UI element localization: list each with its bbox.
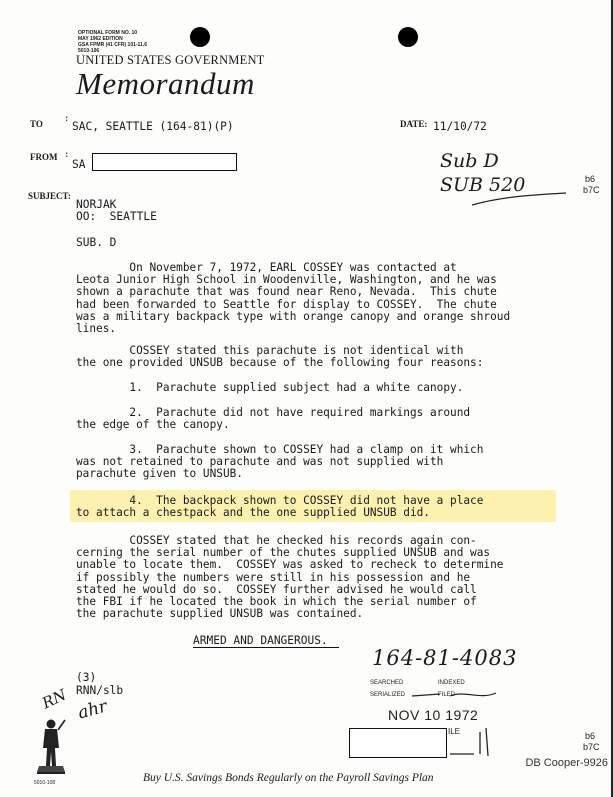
body-line: had been forwarded to Seattle for display to COSSEY. The chute <box>76 297 497 311</box>
stamp-tail-mark <box>444 724 500 760</box>
body-line: was a military backpack type with orange canopy and orange shroud <box>76 309 511 323</box>
body-line: to attach a chestpack and the one supplied UNSUB did. <box>76 506 430 520</box>
to-value: SAC, SEATTLE (164-81)(P) <box>72 120 234 133</box>
agency-name: UNITED STATES GOVERNMENT <box>76 53 265 67</box>
body-line: shown a parachute that was found near Reno, Nevada. This chute <box>76 285 497 299</box>
subject-line-2: OO: SEATTLE <box>76 210 157 223</box>
emblem-form-code: 5010-108 <box>34 780 56 786</box>
reason-1 <box>76 382 556 394</box>
body-line: lines. <box>76 322 117 336</box>
body-line: stated he would do so. COSSEY further advised he would call <box>76 582 477 596</box>
subject-line-1: NORJAK <box>76 198 117 211</box>
body-line: 1. Parachute supplied subject had a white canopy. <box>76 381 464 394</box>
paragraph-1 <box>76 262 556 335</box>
typist-initials: RNN/slb <box>76 684 124 697</box>
stamp-scribble <box>410 688 500 702</box>
stamp-indexed: INDEXED <box>438 680 465 686</box>
body-line: if possibly the numbers were still in his possession and he <box>76 570 471 584</box>
subject-label: SUBJECT: <box>28 191 71 201</box>
handwritten-sub-d: Sub D <box>440 150 499 172</box>
to-label: TO <box>30 119 43 129</box>
handwritten-case-number: 164-81-4083 <box>372 646 518 670</box>
exemption-b7c: b7C <box>583 185 600 195</box>
copies-count: (3) <box>76 671 97 684</box>
from-value: SA <box>72 158 86 171</box>
from-colon: : <box>64 150 70 160</box>
handwritten-initials-2: ahr <box>75 696 110 724</box>
body-line: COSSEY stated this parachute is not identical with <box>76 344 464 357</box>
body-line: 2. Parachute did not have required markings around <box>76 406 471 419</box>
body-line: 3. Parachute shown to COSSEY had a clamp on it which <box>76 443 484 456</box>
sub-d-line: SUB. D <box>76 236 117 249</box>
date-value: 11/10/72 <box>433 120 487 133</box>
form-number: OPTIONAL FORM NO. 10 MAY 1962 EDITION GSA FPMR (41 CFR) 101-11.6 5010-106 <box>78 30 148 54</box>
body-line: the parachute supplied UNSUB was contained. <box>76 607 364 621</box>
stamp-tail: ILE <box>448 727 461 736</box>
paragraph-2 <box>76 345 556 369</box>
exemption-b6: b6 <box>585 174 596 184</box>
reason-3 <box>76 444 556 481</box>
stamp-date: NOV 10 1972 <box>388 707 479 723</box>
minuteman-emblem-icon <box>34 716 68 778</box>
date-label: DATE: <box>400 119 428 129</box>
punch-hole-left <box>190 27 210 47</box>
handwritten-initials: RN <box>39 685 70 713</box>
armed-and-dangerous: ARMED AND DANGEROUS. <box>193 634 328 647</box>
body-line: cerning the serial number of the chutes supplied UNSUB and was <box>76 546 491 560</box>
body-line: the FBI if he located the book in which the serial number of <box>76 595 477 609</box>
reason-4 <box>76 495 556 519</box>
punch-hole-right <box>398 27 418 47</box>
handwritten-underline <box>470 191 570 209</box>
body-line: unable to locate them. COSSEY was asked to recheck to determine <box>76 558 504 572</box>
body-line: 4. The backpack shown to COSSEY did not have a place <box>76 494 484 507</box>
exemption-b6-lower: b6 <box>585 731 596 741</box>
reason-2 <box>76 407 556 431</box>
stamp-filed: FILED <box>438 692 456 698</box>
handwritten-serial: SUB 520 <box>440 174 526 196</box>
savings-bond-slogan: Buy U.S. Savings Bonds Regularly on the Payroll Savings Plan <box>143 772 434 784</box>
body-line: the one provided UNSUB because of the following four reasons: <box>76 356 484 370</box>
armed-underline <box>193 647 339 648</box>
paragraph-3 <box>76 535 556 620</box>
body-line: On November 7, 1972, EARL COSSEY was contacted at <box>76 261 457 274</box>
redaction-box-stamp <box>349 728 447 758</box>
body-line: parachute given to UNSUB. <box>76 467 243 481</box>
to-colon: : <box>64 114 70 124</box>
from-label: FROM <box>30 152 58 162</box>
exemption-b7c-lower: b7C <box>583 742 600 752</box>
body-line: was not retained to parachute and was not supplied with <box>76 455 444 469</box>
stamp-serialized: SERIALIZED <box>370 692 406 698</box>
stamp-searched: SEARCHED <box>370 680 404 686</box>
archive-id: DB Cooper-9926 <box>525 757 608 769</box>
body-line: Leota Junior High School in Woodenville, Washington, and he was <box>76 273 497 287</box>
memo-title: Memorandum <box>76 66 255 101</box>
body-line: the edge of the canopy. <box>76 418 230 432</box>
redaction-box-from <box>92 153 237 171</box>
body-line: COSSEY stated that he checked his records again con- <box>76 534 477 547</box>
